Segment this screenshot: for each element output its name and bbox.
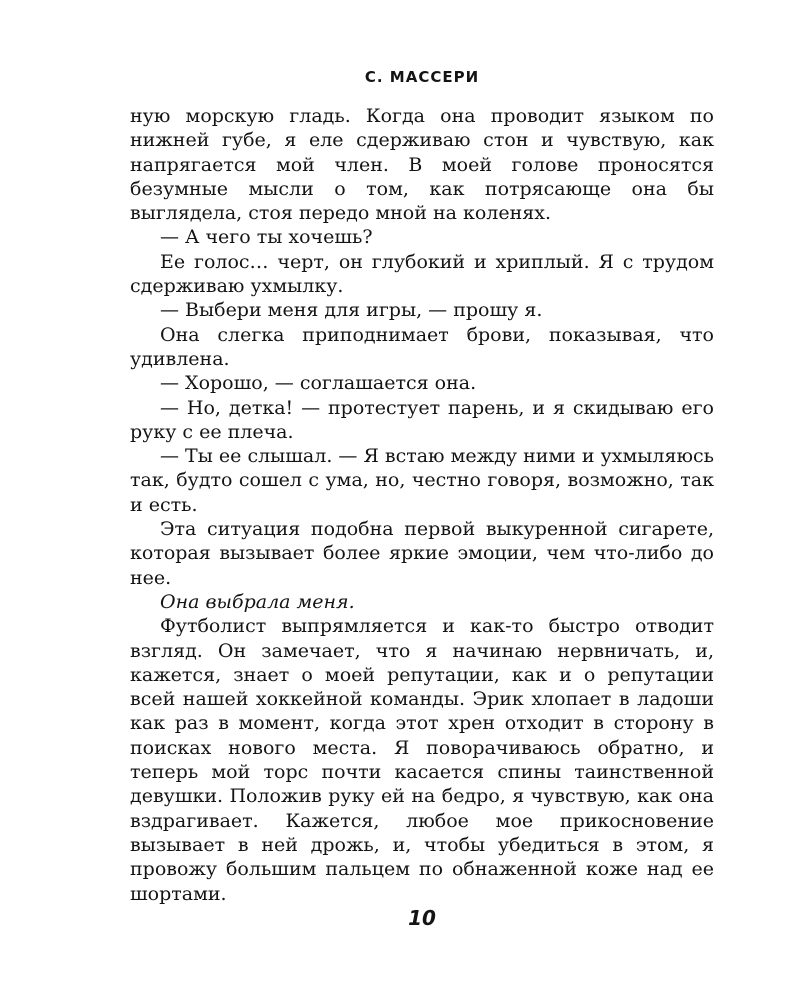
paragraph: — А чего ты хочешь? (160, 226, 373, 249)
paragraph: Эта ситуация подобна первой выкуренной сигарете, которая вызывает более яркие эмоции, чем что-либо до нее. (130, 518, 714, 589)
paragraph: — Ты ее слышал. — Я встаю между ними и ухмыляюсь так, будто сошел с ума, но, честно говоря, возможно, так и есть. (130, 445, 714, 516)
body-text (130, 104, 714, 906)
paragraph: — Выбери меня для игры, — прошу я. (160, 299, 543, 322)
paragraph: Футболист выпрямляется и как-то быстро отводит взгляд. Он замечает, что я начинаю нервничать, и, кажется, знает о моей репутации, как и о репутации всей нашей хоккейной команды. Эрик хлопает в ладоши как раз в момент, когда этот хрен отходит в сторону в поисках нового места. Я поворачиваюсь обратно, и теперь мой торс почти касается спины таинственной девушки. Положив руку ей на бедро, я чувствую, как она вздрагивает. Кажется, любое мое прикосновение вызывает в ней дрожь, и, чтобы убедиться в этом, я провожу большим пальцем по обнаженной коже над ее шортами. (130, 615, 714, 905)
paragraph: ную морскую гладь. Когда она проводит языком по нижней губе, я еле сдерживаю стон и чувствую, как напрягается мой член. В моей голове проносятся безумные мысли о том, как потрясающе она бы выглядела, стоя передо мной на коленях. (130, 105, 714, 225)
page-number: 10 (408, 906, 436, 930)
paragraph-italic: Она выбрала меня. (160, 590, 355, 613)
paragraph: — Но, детка! — протестует парень, и я скидываю его руку с ее плеча. (130, 396, 714, 443)
paragraph: — Хорошо, — соглашается она. (160, 372, 477, 395)
running-head-author: С. МАССЕРИ (364, 68, 480, 86)
paragraph: Она слегка приподнимает брови, показывая, что удивлена. (130, 323, 714, 370)
paragraph: Ее голос… черт, он глубокий и хриплый. Я с трудом сдерживаю ухмылку. (130, 250, 714, 298)
